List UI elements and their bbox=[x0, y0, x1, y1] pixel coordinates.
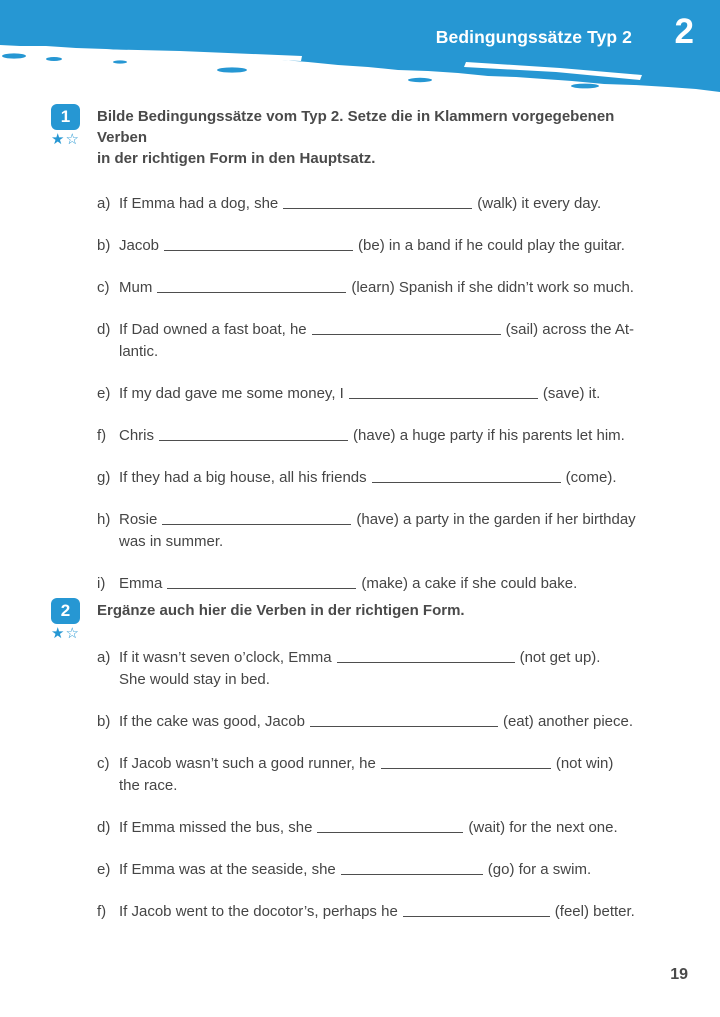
item-label: g) bbox=[97, 469, 111, 486]
item-text: If they had a big house, all his friends bbox=[119, 469, 367, 486]
item-label: b) bbox=[97, 237, 111, 254]
star-outline-icon: ☆ bbox=[65, 130, 80, 148]
item-text: (not win) bbox=[555, 755, 614, 772]
item-text: (come). bbox=[565, 469, 617, 486]
exercise-1-item-e bbox=[97, 383, 655, 405]
fill-in-blank[interactable] bbox=[283, 196, 472, 209]
item-text: Jacob bbox=[119, 237, 160, 254]
fill-in-blank[interactable] bbox=[403, 904, 550, 917]
exercise-1-item-a bbox=[97, 193, 655, 215]
item-text: If it wasn’t seven o’clock, Emma bbox=[119, 649, 332, 666]
item-label: i) bbox=[97, 575, 106, 592]
fill-in-blank[interactable] bbox=[349, 386, 538, 399]
item-label: a) bbox=[97, 649, 111, 666]
item-text: If Emma was at the seaside, she bbox=[119, 861, 336, 878]
exercise-1-item-d bbox=[97, 319, 655, 363]
item-text: (save) it. bbox=[542, 385, 601, 402]
item-text: (make) a cake if she could bake. bbox=[361, 575, 578, 592]
item-text: If Jacob wasn’t such a good runner, he bbox=[119, 755, 376, 772]
chapter-header bbox=[0, 0, 720, 100]
item-text: was in summer. bbox=[119, 533, 224, 550]
item-text: (go) for a swim. bbox=[487, 861, 592, 878]
exercise-2-item-f bbox=[97, 901, 655, 923]
item-text: (have) a huge party if his parents let him. bbox=[353, 427, 625, 444]
item-text: If Jacob went to the docotor’s, perhaps he bbox=[119, 903, 398, 920]
exercise-1-item-c bbox=[97, 277, 655, 299]
item-text: the race. bbox=[119, 777, 178, 794]
exercise-1-item-b bbox=[97, 235, 655, 257]
item-text: (sail) across the At- bbox=[505, 321, 634, 338]
item-text: (wait) for the next one. bbox=[468, 819, 618, 836]
exercise-1-badge bbox=[51, 104, 93, 147]
exercise-1-item-g bbox=[97, 467, 655, 489]
exercise-2-badge bbox=[51, 598, 93, 641]
item-text: Emma bbox=[119, 575, 163, 592]
item-text: (have) a party in the garden if her birthday bbox=[356, 511, 636, 528]
item-text: If Emma had a dog, she bbox=[119, 195, 279, 212]
exercise-2-item-a bbox=[97, 647, 655, 691]
fill-in-blank[interactable] bbox=[310, 714, 498, 727]
exercise-2-instruction: Ergänze auch hier die Verben in der richtigen Form. bbox=[97, 602, 465, 619]
exercise-2-item-c bbox=[97, 753, 655, 797]
exercise-1-item-h bbox=[97, 509, 655, 553]
item-label: c) bbox=[97, 279, 110, 296]
item-label: e) bbox=[97, 385, 111, 402]
item-text: She would stay in bed. bbox=[119, 671, 270, 688]
exercise-number-badge: 1 bbox=[51, 104, 80, 130]
brushstroke-banner bbox=[0, 0, 720, 100]
fill-in-blank[interactable] bbox=[341, 862, 483, 875]
exercise-2-item-d bbox=[97, 817, 655, 839]
difficulty-stars bbox=[51, 625, 93, 641]
exercise-2-item-b bbox=[97, 711, 655, 733]
fill-in-blank[interactable] bbox=[312, 322, 501, 335]
item-text: (learn) Spanish if she didn’t work so much. bbox=[351, 279, 634, 296]
exercise-number-badge: 2 bbox=[51, 598, 80, 624]
star-filled-icon: ★ bbox=[51, 130, 66, 148]
item-text: (eat) another piece. bbox=[502, 713, 634, 730]
item-label: e) bbox=[97, 861, 111, 878]
star-outline-icon: ☆ bbox=[65, 624, 80, 642]
page-number: 19 bbox=[670, 966, 688, 983]
item-text: If my dad gave me some money, I bbox=[119, 385, 344, 402]
item-label: d) bbox=[97, 321, 111, 338]
exercise-1-item-f bbox=[97, 425, 655, 447]
item-text: Rosie bbox=[119, 511, 158, 528]
fill-in-blank[interactable] bbox=[157, 280, 346, 293]
item-label: f) bbox=[97, 427, 107, 444]
item-text: (walk) it every day. bbox=[477, 195, 602, 212]
item-label: d) bbox=[97, 819, 111, 836]
item-text: Mum bbox=[119, 279, 153, 296]
fill-in-blank[interactable] bbox=[159, 428, 348, 441]
fill-in-blank[interactable] bbox=[317, 820, 463, 833]
item-text: Chris bbox=[119, 427, 155, 444]
chapter-title: Bedingungssätze Typ 2 bbox=[435, 27, 632, 47]
fill-in-blank[interactable] bbox=[164, 238, 353, 251]
difficulty-stars bbox=[51, 131, 93, 147]
exercise-2-item-e bbox=[97, 859, 655, 881]
item-label: c) bbox=[97, 755, 110, 772]
fill-in-blank[interactable] bbox=[337, 650, 515, 663]
fill-in-blank[interactable] bbox=[381, 756, 551, 769]
item-label: a) bbox=[97, 195, 111, 212]
item-text: (not get up). bbox=[519, 649, 601, 666]
exercise-1-instruction: Bilde Bedingungssätze vom Typ 2. Setze die in Klammern vorgegebenen Verben in der richtigen Form in den Hauptsatz. bbox=[97, 108, 615, 167]
item-text: lantic. bbox=[119, 343, 159, 360]
item-text: If Dad owned a fast boat, he bbox=[119, 321, 307, 338]
item-label: f) bbox=[97, 903, 107, 920]
exercise-1 bbox=[51, 104, 655, 615]
fill-in-blank[interactable] bbox=[162, 512, 351, 525]
item-label: b) bbox=[97, 713, 111, 730]
item-text: (be) in a band if he could play the guitar. bbox=[358, 237, 625, 254]
item-text: If Emma missed the bus, she bbox=[119, 819, 313, 836]
exercise-1-item-i bbox=[97, 573, 655, 595]
fill-in-blank[interactable] bbox=[372, 470, 561, 483]
item-label: h) bbox=[97, 511, 111, 528]
star-filled-icon: ★ bbox=[51, 624, 66, 642]
item-text: (feel) better. bbox=[554, 903, 635, 920]
item-text: If the cake was good, Jacob bbox=[119, 713, 305, 730]
chapter-number: 2 bbox=[674, 12, 694, 51]
exercise-2 bbox=[51, 598, 655, 943]
fill-in-blank[interactable] bbox=[167, 576, 356, 589]
